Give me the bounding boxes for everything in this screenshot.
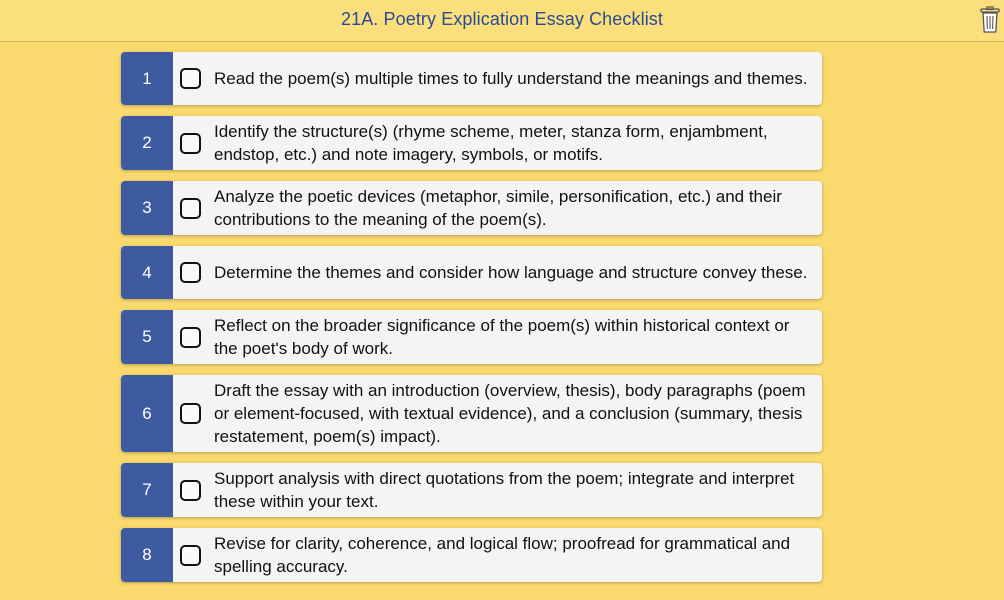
page-title: 21A. Poetry Explication Essay Checklist <box>340 9 664 29</box>
item-text: Revise for clarity, coherence, and logical flow; proofread for grammatical and spelling accuracy. <box>214 534 791 576</box>
item-number-badge: 1 <box>121 52 173 105</box>
item-text: Identify the structure(s) (rhyme scheme, meter, stanza form, enjambment, endstop, etc.) and note imagery, symbols, or motifs. <box>214 122 768 164</box>
item-number-badge: 6 <box>121 375 173 452</box>
item-checkbox[interactable] <box>180 403 201 424</box>
item-checkbox[interactable] <box>180 480 201 501</box>
item-checkbox[interactable] <box>180 327 201 348</box>
checklist-item <box>121 116 822 170</box>
checklist-item <box>121 528 822 582</box>
item-checkbox[interactable] <box>180 68 201 89</box>
header-bar <box>0 0 1004 42</box>
item-number-badge: 8 <box>121 528 173 582</box>
checklist <box>121 52 822 593</box>
checklist-item <box>121 52 822 105</box>
item-checkbox[interactable] <box>180 198 201 219</box>
checklist-item <box>121 463 822 517</box>
item-number-badge: 4 <box>121 246 173 299</box>
item-number-badge: 2 <box>121 116 173 170</box>
checklist-item <box>121 310 822 364</box>
checklist-item <box>121 375 822 452</box>
item-number-badge: 5 <box>121 310 173 364</box>
trash-icon[interactable] <box>980 6 1000 34</box>
item-checkbox[interactable] <box>180 545 201 566</box>
checklist-item <box>121 181 822 235</box>
item-text: Determine the themes and consider how language and structure convey these. <box>214 263 808 282</box>
item-checkbox[interactable] <box>180 133 201 154</box>
item-checkbox[interactable] <box>180 262 201 283</box>
item-text: Read the poem(s) multiple times to fully understand the meanings and themes. <box>214 69 808 88</box>
checklist-item <box>121 246 822 299</box>
item-text: Support analysis with direct quotations from the poem; integrate and interpret these within your text. <box>214 469 795 511</box>
item-text: Analyze the poetic devices (metaphor, simile, personification, etc.) and their contributions to the meaning of the poem(s). <box>214 187 782 229</box>
item-text: Draft the essay with an introduction (overview, thesis), body paragraphs (poem or element-focused, with textual evidence), and a conclusion (summary, thesis restatement, poem(s) impact). <box>214 381 806 446</box>
item-text: Reflect on the broader significance of the poem(s) within historical context or the poet's body of work. <box>214 316 790 358</box>
item-number-badge: 7 <box>121 463 173 517</box>
item-number-badge: 3 <box>121 181 173 235</box>
